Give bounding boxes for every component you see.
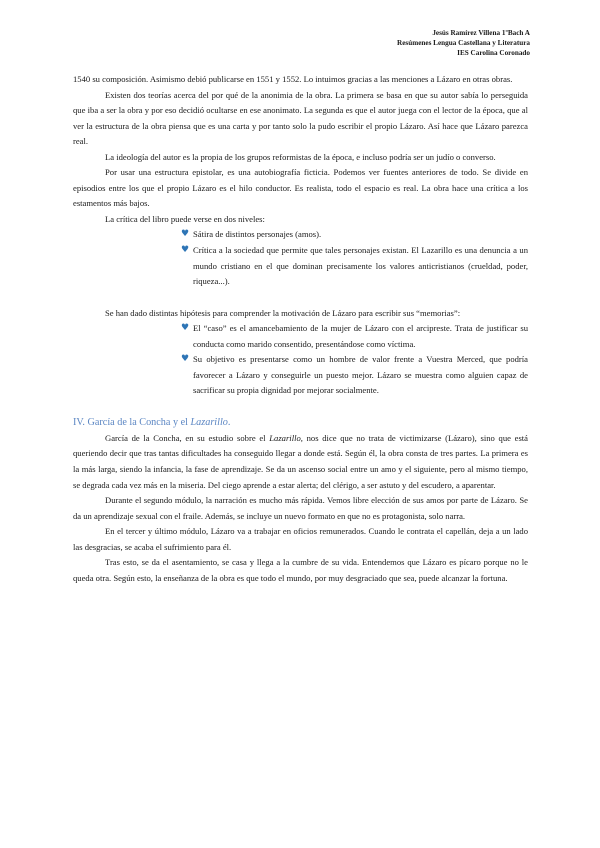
paragraph: Existen dos teorías acerca del por qué de la anonimia de la obra. La primera se basa en que su autor sabía lo perseguida que iba a ser la obra y por eso decidió ocultarse en ese anonimato. La segunda es que el autor juega con el lector de la época, que al ver la estructura de la obra piensa que es una carta y por tanto solo la pudo escribir el propio Lázaro. Así hace que Lázaro parezca real. [73,89,528,147]
blue-heart-icon: ♥ [181,354,190,365]
section-heading: IV. García de la Concha y el Lazarillo. [73,416,231,428]
page-header [397,28,530,59]
paragraph: En el tercer y último módulo, Lázaro va a trabajar en oficios remunerados. Cuando le contrata el capellán, deja a un lado las desgracias, se acaba el sufrimiento para él. [73,526,528,552]
paragraph: Por usar una estructura epistolar, es una autobiografía ficticia. Podemos ver fuentes anteriores de todo. Se divide en episodios entre los que el propio Lázaro es el hilo conductor. Es realista, todo el espacio es real. La obra hace una crítica a los estamentos más bajos. [73,167,528,209]
list-item: ♥ Crítica a la sociedad que permite que tales personajes existan. El Lazarillo es una denuncia a un mundo cristiano en el que dominan precisamente los valores anticristianos (crueldad, poder, riqueza...). [73,243,528,290]
paragraph: La crítica del libro puede verse en dos niveles: [105,213,265,224]
blue-heart-icon: ♥ [181,245,190,256]
header-school: IES Carolina Coronado [457,49,530,58]
paragraph: La ideología del autor es la propia de los grupos reformistas de la época, e incluso podría ser un judío o converso. [105,151,496,162]
document-body [73,72,528,586]
blue-heart-icon: ♥ [181,323,190,334]
list-item: ♥ El “caso” es el amancebamiento de la mujer de Lázaro con el arcipreste. Trata de justificar su conducta como marido consentido, presentándose como víctima. [73,321,528,352]
spacer [73,290,528,306]
paragraph: Durante el segundo módulo, la narración es mucho más rápida. Vemos libre elección de sus amos por parte de Lázaro. Se da un aprendizaje sexual con el fraile. Además, se incluye un nuevo formato en que no es protagonista, solo narra. [73,495,528,521]
header-author: Jesús Ramírez Villena 1ºBach A [432,29,530,37]
list-item: ♥ Su objetivo es presentarse como un hombre de valor frente a Vuestra Merced, que podría favorecer a Lázaro y conseguirle un puesto mejor. Lázaro se muestra como alguien capaz de sacrificar su propia dignidad por mejorar socialmente. [73,352,528,399]
paragraph: Se han dado distintas hipótesis para comprender la motivación de Lázaro para escribir sus “memorias”: [105,307,461,318]
header-subject: Resúmenes Lengua Castellana y Literatura [397,39,530,48]
list-item: ♥ Sátira de distintos personajes (amos). [73,227,528,243]
paragraph: Tras esto, se da el asentamiento, se casa y llega a la cumbre de su vida. Entendemos que Lázaro es pícaro porque no le queda otra. Según esto, la enseñanza de la obra es que todo el mundo, por muy desgraciado que sea, puede alcanzar la fortuna. [73,557,528,583]
paragraph: 1540 su composición. Asimismo debió publicarse en 1551 y 1552. Lo intuimos gracias a las menciones a Lázaro en otras obras. [73,74,513,84]
paragraph: García de la Concha, en su estudio sobre el Lazarillo, nos dice que no trata de victimizarse (Lázaro), sino que está queriendo decir que tras tantas dificultades ha conseguido llegar a donde está. Según él, la obra consta de tres partes. La primera es la más larga, siendo la infancia, la fase de aprendizaje. Se da un ascenso social entre un amo y el siguiente, pero al mismo tiempo, se degrada cada vez más en la miseria. Del ciego aprende a estar alerta; del clérigo, a ser astuto y del escudero, a aparentar. [73,432,528,490]
blue-heart-icon: ♥ [181,229,190,240]
